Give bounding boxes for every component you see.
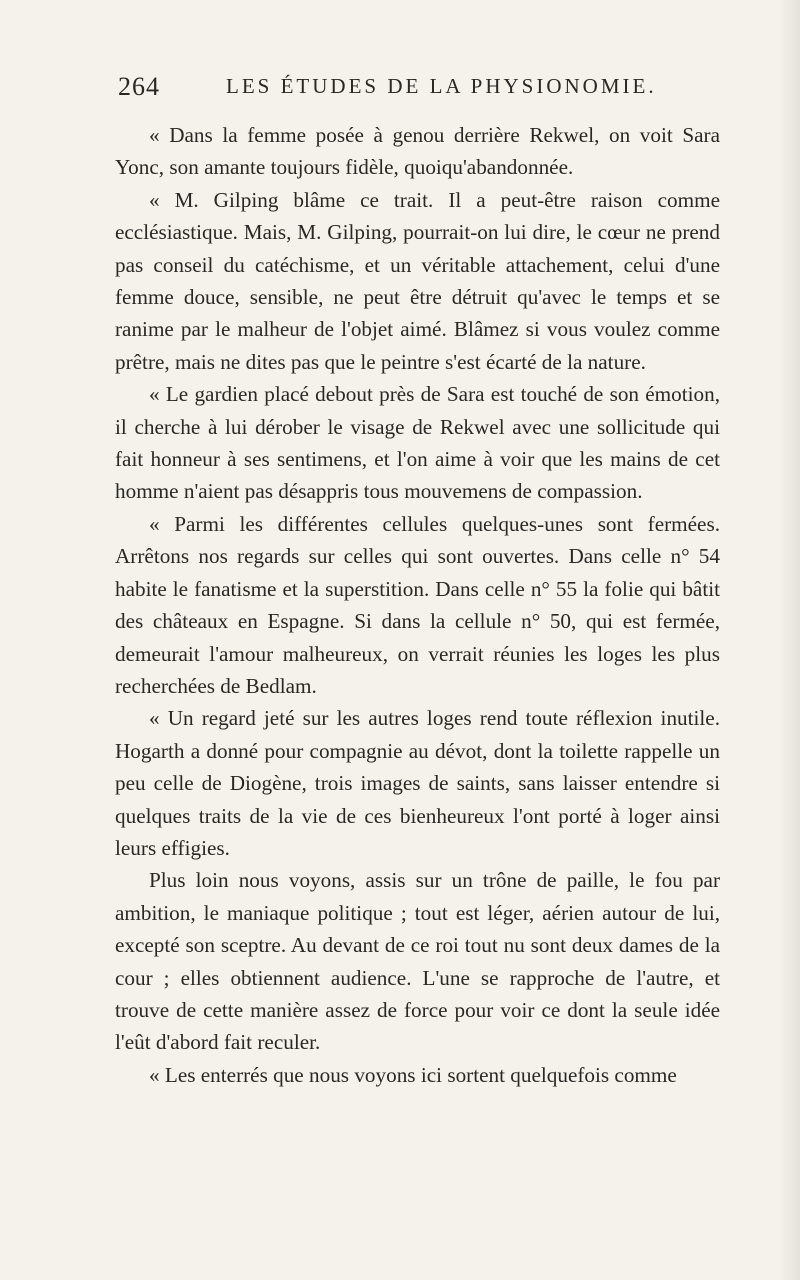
page-edge-shadow xyxy=(778,0,800,1280)
paragraph: « Parmi les différentes cellules quelques-unes sont fermées. Arrêtons nos regards sur celles qui sont ouvertes. Dans celle n° 54 habite le fanatisme et la superstition. Dans celle n° 55 la folie qui bâtit des châteaux en Espagne. Si dans la cellule n° 50, qui est fermée, demeurait l'amour malheureux, on verrait réunies les loges les plus recherchées de Bedlam. xyxy=(115,511,720,698)
body-text xyxy=(115,119,720,1091)
paragraph: « Un regard jeté sur les autres loges rend toute réflexion inutile. Hogarth a donné pour compagnie au dévot, dont la toilette rappelle un peu celle de Diogène, trois images de saints, sans laisser entendre si quelques traits de la vie de ces bienheureux l'ont porté à loger ainsi leurs effigies. xyxy=(115,706,720,860)
page-header xyxy=(118,72,718,106)
running-title: LES ÉTUDES DE LA PHYSIONOMIE. xyxy=(226,74,657,98)
paragraph: Plus loin nous voyons, assis sur un trône de paille, le fou par ambition, le maniaque politique ; tout est léger, aérien autour de lui, excepté son sceptre. Au devant de ce roi tout nu sont deux dames de la cour ; elles obtiennent audience. L'une se rapproche de l'autre, et trouve de cette manière assez de force pour voir ce dont la seule idée l'eût d'abord fait reculer. xyxy=(115,868,720,1055)
page-number: 264 xyxy=(118,72,160,101)
paragraph: « M. Gilping blâme ce trait. Il a peut-être raison comme ecclésiastique. Mais, M. Gilping, pourrait-on lui dire, le cœur ne prend pas conseil du catéchisme, et un véritable attachement, celui d'une femme douce, sensible, ne peut être détruit qu'avec le temps et se ranime par le malheur de l'objet aimé. Blâmez si vous voulez comme prêtre, mais ne dites pas que le peintre s'est écarté de la nature. xyxy=(115,187,720,374)
paragraph: « Dans la femme posée à genou derrière Rekwel, on voit Sara Yonc, son amante toujours fidèle, quoiqu'abandonnée. xyxy=(115,123,720,180)
paragraph: « Les enterrés que nous voyons ici sortent quelquefois comme xyxy=(149,1062,677,1087)
paragraph: « Le gardien placé debout près de Sara est touché de son émotion, il cherche à lui dérober le visage de Rekwel avec une sollicitude qui fait honneur à ses sentimens, et l'on aime à voir que les mains de cet homme n'aient pas désappris tous mouvemens de compassion. xyxy=(115,382,720,504)
